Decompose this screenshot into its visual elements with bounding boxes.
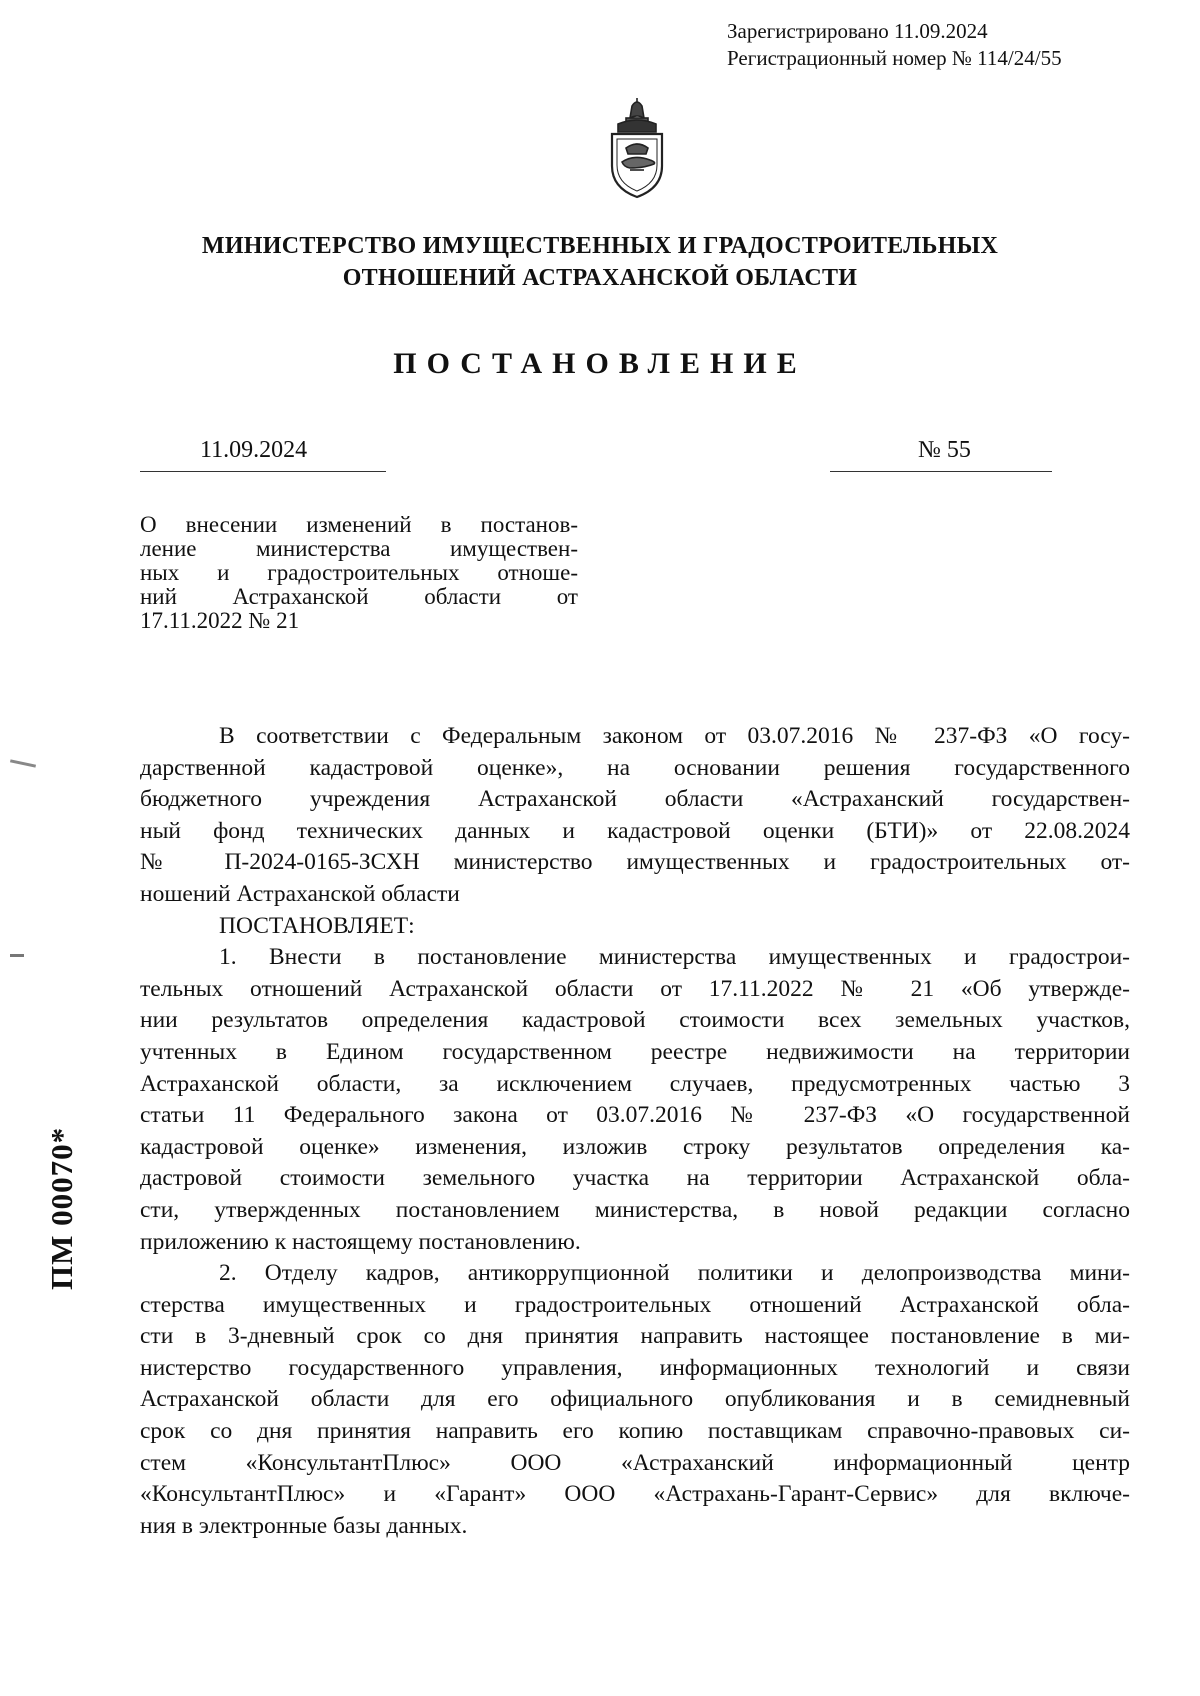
- body-line: сти, утвержденных постановлением министерства, в новой редакции согласно: [140, 1196, 1130, 1223]
- body-line: Астраханской области для его официального опубликования и в семидневный: [140, 1386, 1130, 1413]
- number-underline: [830, 471, 1052, 472]
- body-line: «КонсультантПлюс» и «Гарант» ООО «Астрахань-Гарант-Сервис» для включе-: [140, 1481, 1130, 1508]
- subject-line: ных и градостроительных отноше-: [140, 560, 578, 585]
- body-line: 2. Отделу кадров, антикоррупционной политики и делопроизводства мини-: [219, 1260, 1130, 1287]
- body-line: дастровой стоимости земельного участка на территории Астраханской обла-: [140, 1165, 1130, 1192]
- registration-number: Регистрационный номер № 114/24/55: [727, 46, 1062, 70]
- document-type: ПОСТАНОВЛЕНИЕ: [393, 347, 807, 380]
- document-number: № 55: [918, 437, 971, 463]
- ministry-name: [150, 230, 1050, 294]
- ministry-name-line-2: ОТНОШЕНИЙ АСТРАХАНСКОЙ ОБЛАСТИ: [342, 265, 858, 291]
- subject-line: ление министерства имуществен-: [140, 536, 578, 561]
- document-date: 11.09.2024: [200, 437, 308, 463]
- body-line: Астраханской области, за исключением случаев, предусмотренных частью 3: [140, 1070, 1130, 1097]
- coat-of-arms-icon: [604, 96, 670, 200]
- body-line: нии результатов определения кадастровой стоимости всех земельных участков,: [140, 1007, 1130, 1034]
- ministry-name-line-1: МИНИСТЕРСТВО ИМУЩЕСТВЕННЫХ И ГРАДОСТРОИТЕЛЬНЫХ: [201, 233, 999, 259]
- body-line: 1. Внести в постановление министерства имущественных и градострои-: [219, 944, 1130, 971]
- body-line: бюджетного учреждения Астраханской области «Астраханский государствен-: [140, 786, 1130, 813]
- subject-line: 17.11.2022 № 21: [140, 608, 300, 633]
- body-line: срок со дня принятия направить его копию поставщикам справочно-правовых си-: [140, 1418, 1130, 1445]
- body-line: ПОСТАНОВЛЯЕТ:: [219, 912, 415, 939]
- body-line: тельных отношений Астраханской области от 17.11.2022 № 21 «Об утвержде-: [140, 975, 1130, 1002]
- document-subject: [140, 513, 578, 633]
- registration-date: Зарегистрировано 11.09.2024: [727, 19, 988, 43]
- body-line: стем «КонсультантПлюс» ООО «Астраханский информационный центр: [140, 1449, 1130, 1476]
- body-line: сти в 3-дневный срок со дня принятия направить настоящее постановление в ми-: [140, 1323, 1130, 1350]
- body-line: учтенных в Едином государственном реестре недвижимости на территории: [140, 1038, 1130, 1065]
- document-body: [140, 721, 1130, 1542]
- subject-line: ний Астраханской области от: [140, 584, 578, 609]
- body-line: ношений Астраханской области: [140, 880, 460, 907]
- body-line: кадастровой оценке» изменения, изложив строку результатов определения ка-: [140, 1133, 1130, 1160]
- body-line: дарственной кадастровой оценке», на основании решения государственного: [140, 754, 1130, 781]
- body-line: стерства имущественных и градостроительных отношений Астраханской обла-: [140, 1291, 1130, 1318]
- body-line: ния в электронные базы данных.: [140, 1512, 468, 1539]
- registration-stamp: [727, 18, 1062, 72]
- body-line: нистерство государственного управления, информационных технологий и связи: [140, 1354, 1130, 1381]
- date-underline: [140, 471, 386, 472]
- body-line: ный фонд технических данных и кадастровой оценки (БТИ)» от 22.08.2024: [140, 817, 1130, 844]
- body-line: статьи 11 Федерального закона от 03.07.2016 № 237-ФЗ «О государственной: [140, 1102, 1130, 1129]
- body-line: № П-2024-0165-ЗСХН министерство имущественных и градостроительных от-: [140, 849, 1130, 876]
- side-stamp: ПМ 00070*: [44, 1126, 79, 1290]
- body-line: приложению к настоящему постановлению.: [140, 1228, 581, 1255]
- scan-mark: [10, 954, 24, 957]
- body-line: В соответствии с Федеральным законом от 03.07.2016 № 237-ФЗ «О госу-: [219, 723, 1130, 749]
- scan-mark: [10, 759, 36, 767]
- subject-line: О внесении изменений в постанов-: [140, 512, 578, 537]
